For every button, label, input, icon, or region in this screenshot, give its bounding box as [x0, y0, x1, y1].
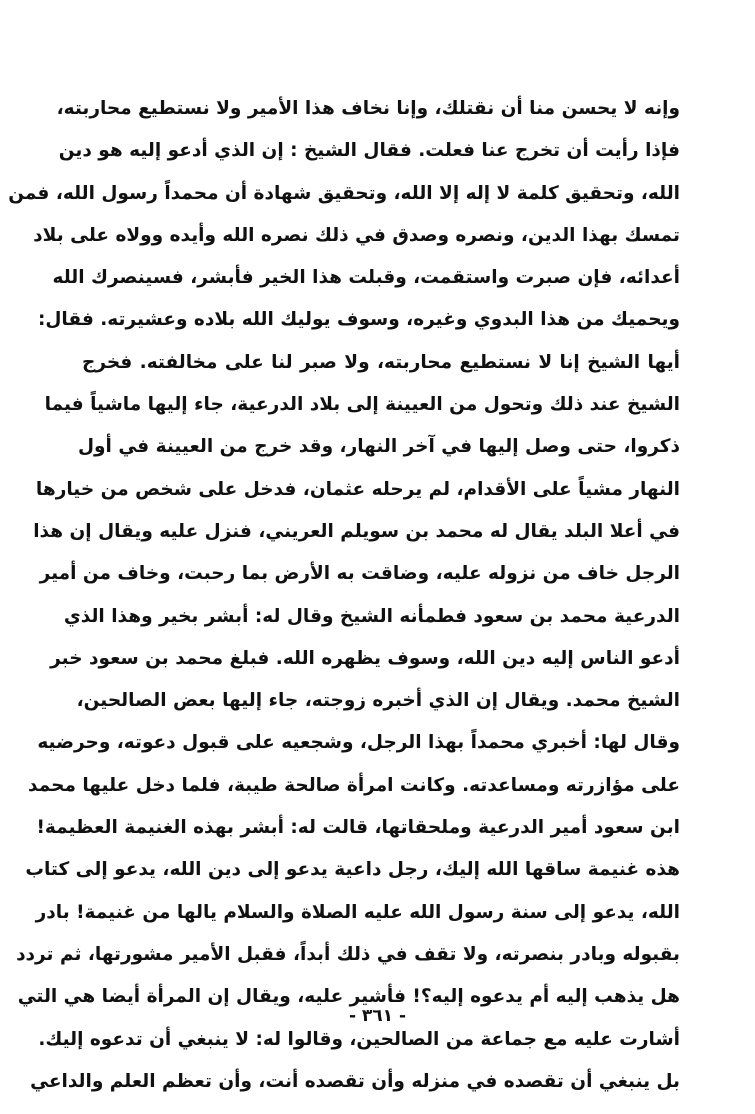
- text-line: أيها الشيخ إنا لا نستطيع محاربته، ولا صبر لنا على مخالفته. فخرج: [82, 351, 680, 373]
- text-line: أعدائه، فإن صبرت واستقمت، وقبلت هذا الخير فأبشر، فسينصرك الله: [52, 267, 680, 289]
- text-line: في أعلا البلد يقال له محمد بن سويلم العريني، فنزل عليه ويقال إن هذا: [33, 520, 680, 542]
- text-line: الله، وتحقيق كلمة لا إله إلا الله، وتحقيق شهادة أن محمداً رسول الله، فمن: [8, 182, 680, 204]
- text-line: وقال لها: أخبري محمداً بهذا الرجل، وشجعيه على قبول دعوته، وحرضيه: [37, 732, 680, 754]
- text-line: أدعو الناس إليه دين الله، وسوف يظهره الله. فبلغ محمد بن سعود خبر: [50, 647, 680, 669]
- text-line: ابن سعود أمير الدرعية وملحقاتها، قالت له: أبشر بهذه الغنيمة العظيمة!: [36, 817, 680, 839]
- text-line: على مؤازرته ومساعدته. وكانت امرأة صالحة طيبة، فلما دخل عليها محمد: [28, 774, 680, 796]
- text-line: أشارت عليه مع جماعة من الصالحين، وقالوا له: لا ينبغي أن تدعوه إليك.: [38, 1028, 680, 1050]
- text-line: ذكروا، حتى وصل إليها في آخر النهار، وقد خرج من العيينة في أول: [78, 436, 680, 458]
- text-line: الرجل خاف من نزوله عليه، وضاقت به الأرض بما رحبت، وخاف من أمير: [39, 563, 680, 585]
- page-number: - ٣٦١ -: [348, 1006, 407, 1026]
- text-line: فإذا رأيت أن تخرج عنا فعلت. فقال الشيخ : إن الذي أدعو إليه هو دين: [58, 140, 680, 162]
- text-line: النهار مشياً على الأقدام، لم يرحله عثمان، فدخل على شخص من خيارها: [35, 478, 680, 500]
- text-line: بل ينبغي أن تقصده في منزله وأن تقصده أنت، وأن تعظم العلم والداعي: [30, 1070, 680, 1092]
- text-line: تمسك بهذا الدين، ونصره وصدق في ذلك نصره الله وأيده وولاه على بلاد: [33, 224, 680, 246]
- text-line: الدرعية محمد بن سعود فطمأنه الشيخ وقال له: أبشر بخير وهذا الذي: [63, 605, 680, 627]
- text-line: ويحميك من هذا البدوي وغيره، وسوف يوليك الله بلاده وعشيرته. فقال:: [37, 309, 680, 331]
- text-line: بقبوله وبادر بنصرته، ولا تقف في ذلك أبداً، فقبل الأمير مشورتها، ثم تردد: [16, 943, 680, 965]
- text-line: الله، يدعو إلى سنة رسول الله عليه الصلاة والسلام يالها من غنيمة! بادر: [35, 901, 680, 923]
- text-line: هذه غنيمة ساقها الله إليك، رجل داعية يدعو إلى دين الله، يدعو إلى كتاب: [25, 859, 680, 881]
- text-line: وإنه لا يحسن منا أن نقتلك، وإنا نخاف هذا الأمير ولا نستطيع محاربته،: [56, 98, 680, 119]
- text-line: الشيخ عند ذلك وتحول من العيينة إلى بلاد الدرعية، جاء إليها ماشياً فيما: [44, 394, 680, 416]
- text-line: الشيخ محمد. ويقال إن الذي أخبره زوجته، جاء إليها بعض الصالحين،: [76, 690, 680, 712]
- body-text: [8, 88, 680, 1103]
- text-line: هل يذهب إليه أم يدعوه إليه؟! فأشير عليه، ويقال إن المرأة أيضا هي التي: [17, 986, 680, 1008]
